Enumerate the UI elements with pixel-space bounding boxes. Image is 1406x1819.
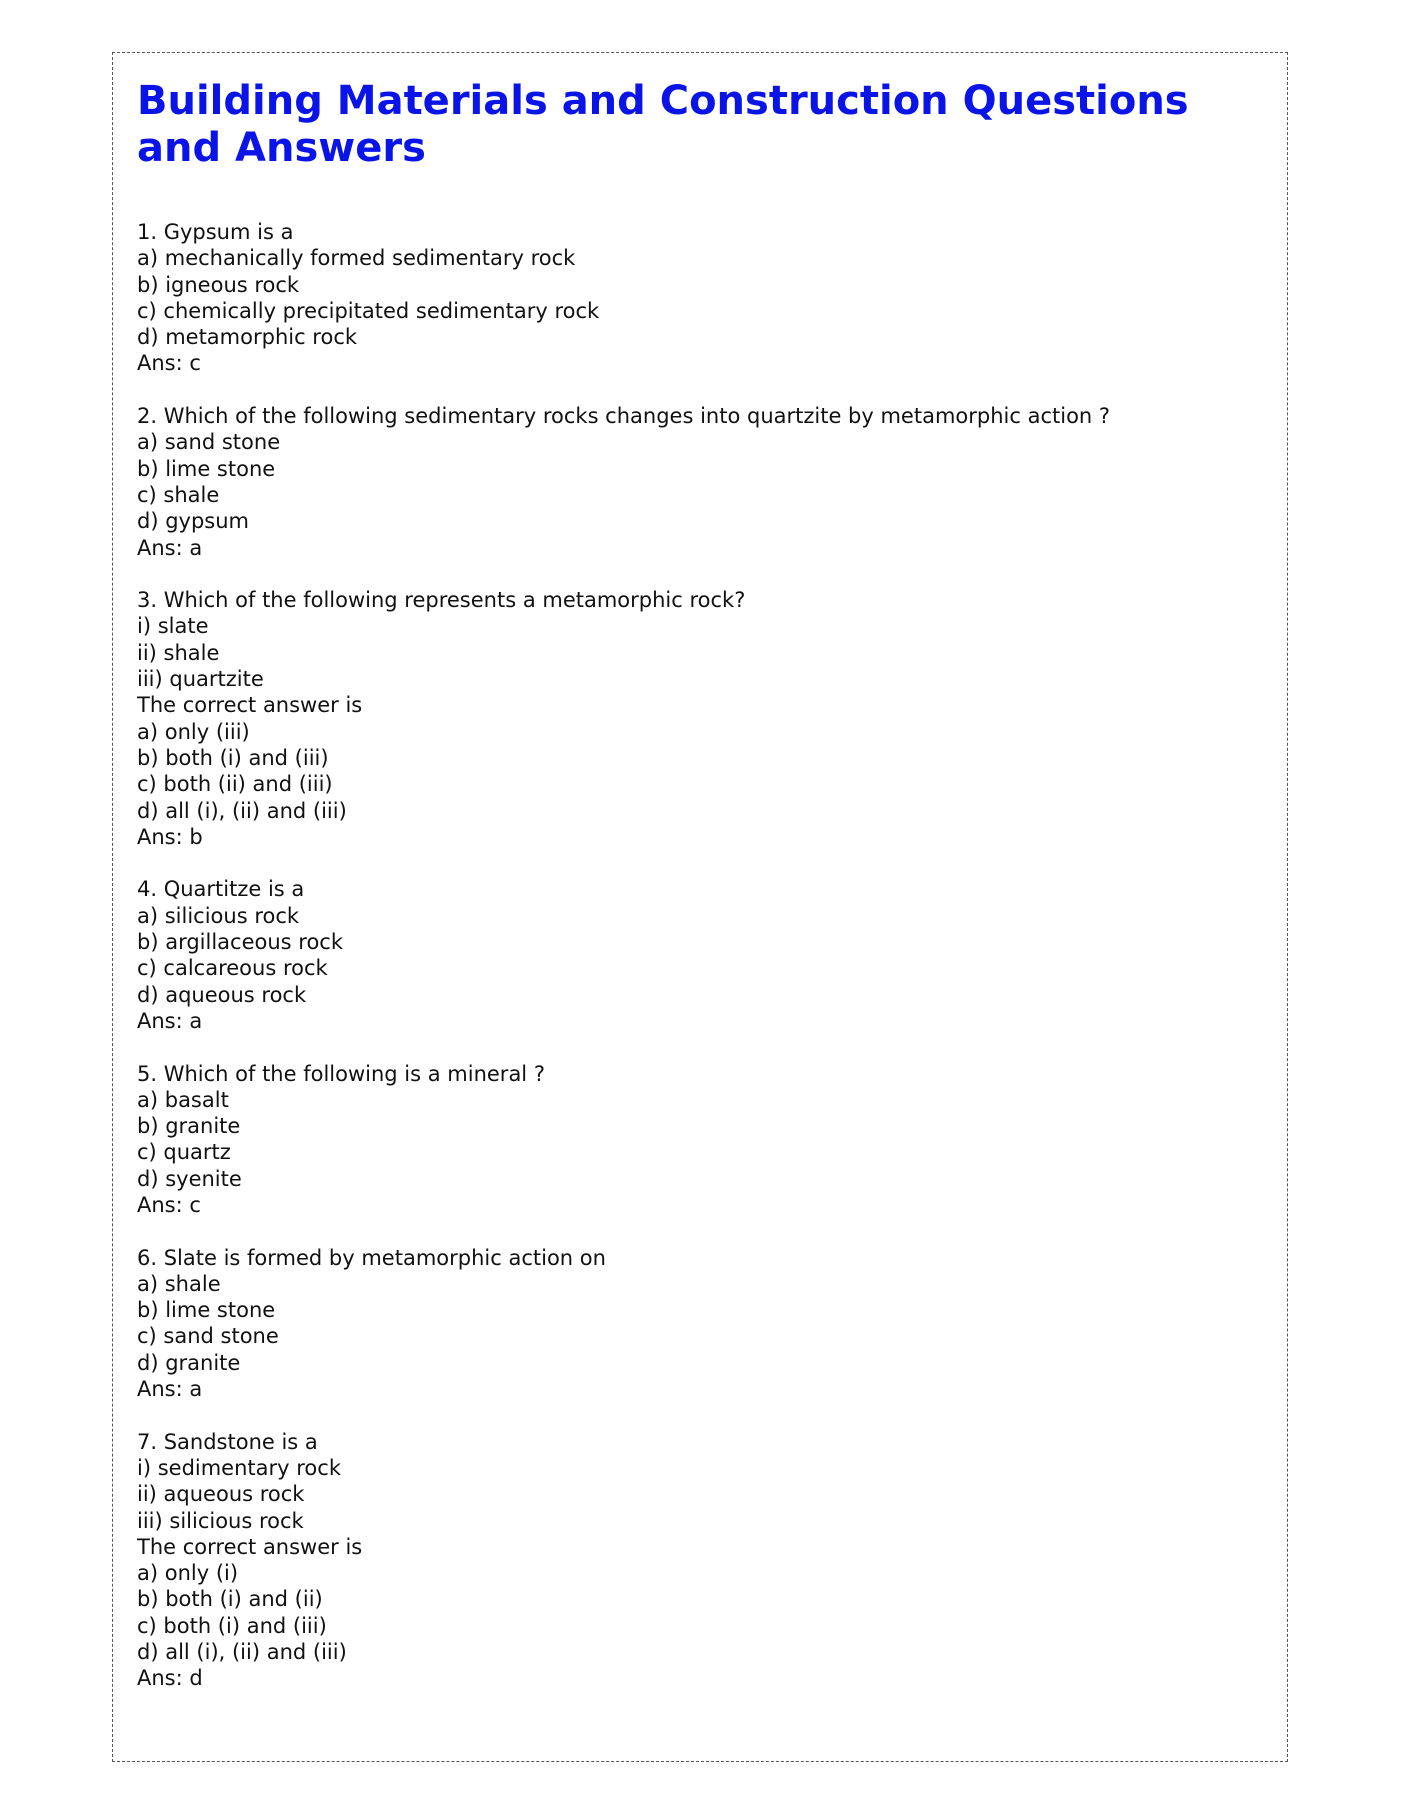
- statement-iii: iii) quartzite: [137, 667, 264, 692]
- option-c: c) sand stone: [137, 1324, 279, 1349]
- page-title: Building Materials and Construction Questions and Answers: [137, 78, 1189, 171]
- option-b: b) igneous rock: [137, 272, 300, 297]
- option-a: a) silicious rock: [137, 903, 300, 928]
- question-4: [137, 876, 1257, 1034]
- option-c: c) quartz: [137, 1140, 231, 1165]
- question-7: [137, 1429, 1257, 1692]
- option-c: c) both (ii) and (iii): [137, 772, 333, 797]
- option-a: a) only (iii): [137, 719, 250, 744]
- question-3: [137, 587, 1257, 850]
- question-text: 5. Which of the following is a mineral ?: [137, 1061, 545, 1086]
- option-d: d) all (i), (ii) and (iii): [137, 798, 347, 823]
- answer: Ans: d: [137, 1666, 203, 1691]
- option-a: a) mechanically formed sedimentary rock: [137, 246, 576, 271]
- option-d: d) metamorphic rock: [137, 325, 358, 350]
- option-a: a) basalt: [137, 1087, 229, 1112]
- question-text: 7. Sandstone is a: [137, 1429, 318, 1454]
- question-list: [137, 219, 1257, 1718]
- option-b: b) lime stone: [137, 456, 276, 481]
- correct-answer-prompt: The correct answer is: [137, 693, 363, 718]
- question-text: 4. Quartitze is a: [137, 877, 305, 902]
- option-c: c) shale: [137, 482, 220, 507]
- question-2: [137, 403, 1257, 561]
- option-c: c) calcareous rock: [137, 956, 328, 981]
- option-b: b) both (i) and (ii): [137, 1587, 323, 1612]
- option-b: b) lime stone: [137, 1298, 276, 1323]
- question-1: [137, 219, 1257, 377]
- statement-iii: iii) silicious rock: [137, 1508, 304, 1533]
- option-d: d) gypsum: [137, 509, 249, 534]
- option-a: a) sand stone: [137, 430, 281, 455]
- option-b: b) both (i) and (iii): [137, 745, 329, 770]
- statement-i: i) sedimentary rock: [137, 1455, 341, 1480]
- question-text: 1. Gypsum is a: [137, 220, 294, 244]
- option-d: d) granite: [137, 1350, 241, 1375]
- answer: Ans: c: [137, 351, 201, 376]
- statement-ii: ii) shale: [137, 640, 220, 665]
- option-c: c) chemically precipitated sedimentary rock: [137, 298, 600, 323]
- option-c: c) both (i) and (iii): [137, 1613, 327, 1638]
- option-b: b) granite: [137, 1114, 241, 1139]
- option-b: b) argillaceous rock: [137, 930, 344, 955]
- question-text: 3. Which of the following represents a metamorphic rock?: [137, 588, 746, 613]
- answer: Ans: c: [137, 1192, 201, 1217]
- option-d: d) aqueous rock: [137, 982, 307, 1007]
- option-a: a) only (i): [137, 1561, 239, 1586]
- statement-ii: ii) aqueous rock: [137, 1482, 305, 1507]
- question-text: 6. Slate is formed by metamorphic action on: [137, 1245, 606, 1270]
- option-a: a) shale: [137, 1271, 221, 1296]
- answer: Ans: a: [137, 535, 203, 560]
- question-5: [137, 1061, 1257, 1219]
- answer: Ans: a: [137, 1377, 203, 1402]
- correct-answer-prompt: The correct answer is: [137, 1534, 363, 1559]
- answer: Ans: b: [137, 824, 203, 849]
- question-6: [137, 1245, 1257, 1403]
- answer: Ans: a: [137, 1008, 203, 1033]
- option-d: d) all (i), (ii) and (iii): [137, 1640, 347, 1665]
- statement-i: i) slate: [137, 614, 209, 639]
- question-text: 2. Which of the following sedimentary rocks changes into quartzite by metamorphic action ?: [137, 404, 1111, 429]
- option-d: d) syenite: [137, 1166, 242, 1191]
